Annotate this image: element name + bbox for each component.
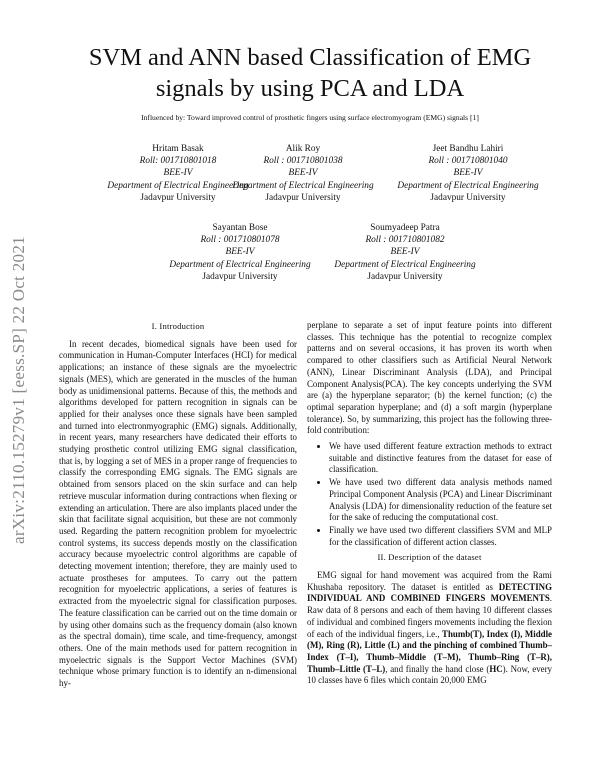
- arxiv-stamp: [2, 210, 36, 570]
- dataset-title-bold: DETECTING INDIVIDUAL AND COMBINED FINGERS MOVEMENTS: [307, 581, 552, 604]
- dataset-text: ). Now, every 10 classes have 6 files which contain 20,000 EMG: [307, 663, 552, 686]
- paper-title: SVM and ANN based Classification of EMG signals by using PCA and LDA: [88, 44, 532, 102]
- arxiv-stamp-text: arXiv:2110.15279v1 [eess.SP] 22 Oct 2021: [9, 236, 28, 544]
- contribution-list: [307, 441, 552, 548]
- author-roll: Roll : 001710801038: [263, 156, 343, 167]
- author-name: Sayantan Bose: [212, 223, 268, 233]
- hand-close-bold: HC: [489, 663, 503, 674]
- author-block: [315, 222, 495, 283]
- author-block: [150, 222, 330, 283]
- author-univ: Jadavpur University: [367, 271, 443, 282]
- list-item: • Finally we have used two different classifiers SVM and MLP for the classification of different action classes.: [329, 525, 552, 548]
- author-dept: Department of Electrical Engineering: [397, 180, 539, 191]
- author-year: BEE-IV: [288, 168, 318, 179]
- author-dept: Department of Electrical Engineering: [232, 180, 374, 191]
- dataset-paragraph: [307, 570, 552, 687]
- author-year: BEE-IV: [453, 168, 483, 179]
- left-column: [59, 318, 297, 690]
- list-item: • We have used two different data analysis methods named Principal Component Analysis (PCA) and Linear Discriminant Analysis (LDA) for dimensionality reduction of the feature set for the sake of reducing the computational cost.: [329, 477, 552, 524]
- influenced-by-note: Influenced by: Toward improved control of prosthetic fingers using surface electromyogram (EMG) signals [1]: [141, 113, 479, 122]
- section-heading-introduction: I. Introduction: [151, 321, 205, 331]
- movement-classes-bold: Thumb(T), Index (I), Middle (M), Ring (R), Little (L) and the pinching of combined Thumb–Index (T–I), Thumb–Middle (T–M), Thumb–Ring (T–R), Thumb–Little (T–L): [307, 628, 552, 674]
- author-dept: Department of Electrical Engineering: [169, 259, 311, 270]
- author-year: BEE-IV: [163, 168, 193, 179]
- author-year: BEE-IV: [225, 247, 255, 258]
- author-roll: Roll : 001710801040: [428, 156, 508, 167]
- dataset-text: EMG signal for hand movement was acquired from the Rami Khushaba repository. The dataset is entitled as: [307, 570, 552, 592]
- author-name: Hritam Basak: [152, 144, 204, 154]
- author-name: Jeet Bandhu Lahiri: [432, 144, 504, 154]
- author-dept: Department of Electrical Engineering: [334, 259, 476, 270]
- dataset-text: . Raw data of 8 persons and each of them having 10 different classes of individual and combined fingers movements including the flexion of each of the individual fingers, i.e.,: [307, 593, 552, 639]
- dataset-text: , and finally the hand close (: [385, 663, 490, 674]
- svm-paragraph: perplane to separate a set of input feature points into different classes. This technique has the potential to recognize complex patterns and on several occasions, it has proven its worth when compared to other classifiers such as Artificial Neural Network (ANN), Linear Discriminant Analysis (LDA), and Principal Component Analysis(PCA). The key concepts underlying the SVM are (a) the hyperplane separator; (b) the kernel function; (c) the optimal separation hyperplane; and (d) a soft margin (hyperplane tolerance). So, by summarizing, this project has the following three-fold contribution:: [307, 320, 552, 436]
- list-item: • We have used different feature extraction methods to extract suitable and distinctive features from the dataset for ease of classification.: [329, 441, 552, 476]
- author-block: [378, 143, 558, 204]
- section-heading-dataset: II. Description of the dataset: [377, 552, 482, 563]
- author-roll: Roll: 001710801018: [139, 156, 217, 167]
- author-year: BEE-IV: [390, 247, 420, 258]
- author-univ: Jadavpur University: [265, 192, 341, 203]
- author-univ: Jadavpur University: [202, 271, 278, 282]
- author-univ: Jadavpur University: [430, 192, 506, 203]
- author-name: Alik Roy: [285, 144, 321, 154]
- author-dept: Department of Electrical Engineering: [107, 180, 249, 191]
- right-column: [307, 320, 552, 687]
- author-roll: Roll : 001710801082: [365, 235, 445, 246]
- author-block: [213, 143, 393, 204]
- intro-paragraph: In recent decades, biomedical signals have been used for communication in Human-Computer Interfaces (HCI) for medical applications; an instance of these signals are the myoelectric signals (MES), which are generated in the muscles of the human body as unidimensional patterns. Because of this, the methods and algorithms developed for pattern recognition in signals can be applied for their analyses once these signals have been sampled and turned into electronmyographic (EMG) signals. Additionally, in recent years, many researchers have dedicated their efforts to studying prosthetic control utilizing EMG signal classification, that is, by logging a set of MES in a proper range of frequencies to classify the corresponding EMG signals. The EMG signals are obtained from sensors placed on the skin surface and can help retrieve muscular information during contractions when flexing or extending an articulation. There are also implants placed under the skin that facilitate signal acquisition, but these are not commonly used. Regarding the pattern recognition problem for myoelectric control systems, its success depends mostly on the classification accuracy because myoelectric control algorithms are capable of detecting movement intention; therefore, they are mainly used to actuate prostheses for amputees. To carry out the pattern recognition for myoelectric applications, a series of features is extracted from the myoelectric signal for classification purposes. The feature classification can be carried out on the time domain or by using other domains such as the frequency domain (also known as the spectral domain), time scale, and time-frequency, amongst others. One of the main methods used for pattern recognition in myoelectric signals is the Support Vector Machines (SVM) technique whose primary function is to identify an n-dimensional hy-: [59, 338, 297, 689]
- author-roll: Roll : 001710801078: [200, 235, 280, 246]
- author-univ: Jadavpur University: [140, 192, 216, 203]
- author-name: Soumyadeep Patra: [370, 223, 440, 233]
